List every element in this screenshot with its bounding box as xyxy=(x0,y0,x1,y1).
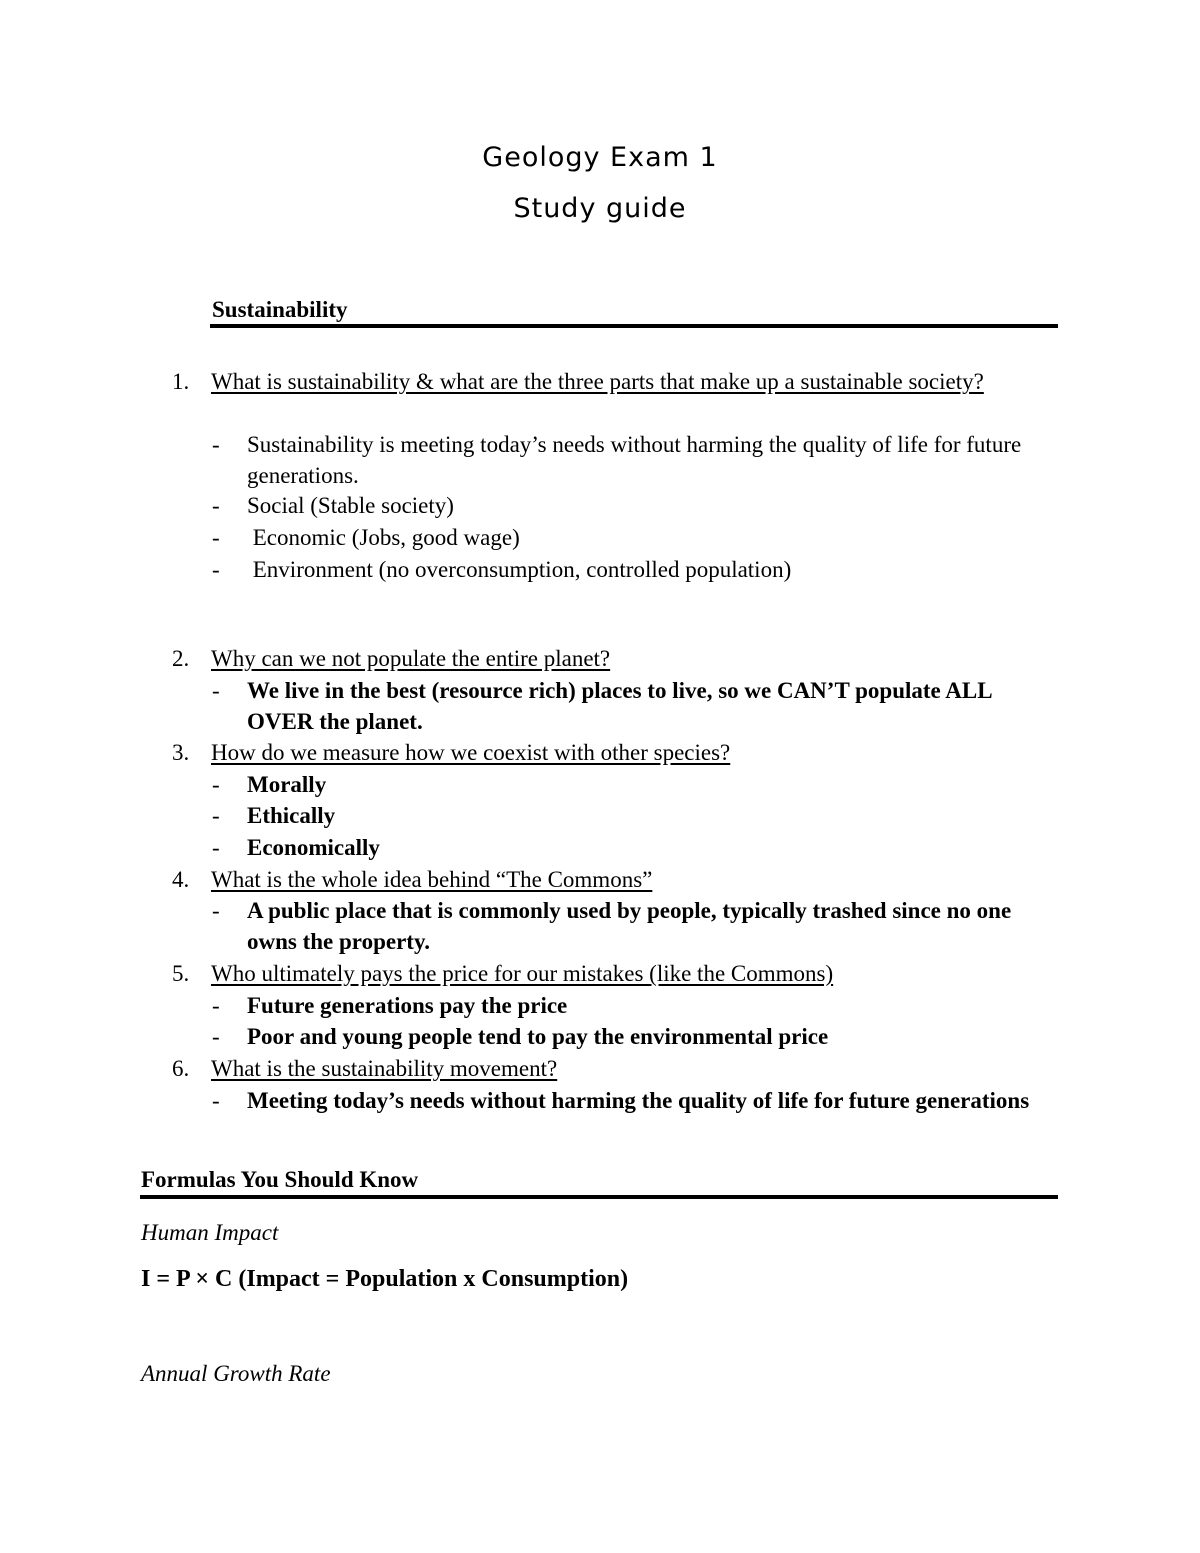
bullet-dash: - xyxy=(212,557,220,582)
question-number: 2. xyxy=(172,646,190,671)
human-impact-formula: I = P × C (Impact = Population x Consumption) xyxy=(141,1266,629,1292)
bullet-dash: - xyxy=(212,432,220,457)
bullet-dash: - xyxy=(212,1024,220,1049)
document-title: Geology Exam 1 xyxy=(482,142,718,173)
question-text: Who ultimately pays the price for our mistakes (like the Commons) xyxy=(211,961,834,986)
heading-rule xyxy=(140,1195,1058,1199)
question-text: What is sustainability & what are the three parts that make up a sustainable society? xyxy=(211,369,984,394)
bullet-dash: - xyxy=(212,835,220,860)
question-number: 3. xyxy=(172,740,190,765)
answer-text: Future generations pay the price xyxy=(247,993,568,1018)
bullet-dash: - xyxy=(212,803,220,828)
heading-rule xyxy=(210,324,1058,328)
section-heading-formulas: Formulas You Should Know xyxy=(141,1167,419,1192)
bullet-dash: - xyxy=(212,493,220,518)
answer-text: Social (Stable society) xyxy=(247,493,454,518)
answer-text: Environment (no overconsumption, controlled population) xyxy=(247,557,792,582)
answer-text: Morally xyxy=(247,772,327,797)
answer-text: A public place that is commonly used by people, typically trashed since no one owns the property. xyxy=(247,898,1012,954)
document-subtitle: Study guide xyxy=(513,193,687,224)
bullet-dash: - xyxy=(212,898,220,923)
bullet-dash: - xyxy=(212,993,220,1018)
answer-text: Sustainability is meeting today’s needs without harming the quality of life for future generations. xyxy=(247,432,1022,488)
question-text: How do we measure how we coexist with other species? xyxy=(211,740,731,765)
question-text: Why can we not populate the entire planet? xyxy=(211,646,611,671)
bullet-dash: - xyxy=(212,772,220,797)
answer-text: Meeting today’s needs without harming the quality of life for future generations xyxy=(247,1088,1030,1113)
question-number: 5. xyxy=(172,961,190,986)
answer-text: Poor and young people tend to pay the environmental price xyxy=(247,1024,829,1049)
section-heading-sustainability: Sustainability xyxy=(212,297,348,322)
bullet-dash: - xyxy=(212,525,220,550)
answer-text: Economic (Jobs, good wage) xyxy=(247,525,520,550)
bullet-dash: - xyxy=(212,678,220,703)
growth-rate-label: Annual Growth Rate xyxy=(141,1361,331,1386)
answer-text: We live in the best (resource rich) places to live, so we CAN’T populate ALL OVER the planet. xyxy=(247,678,992,734)
answer-text: Ethically xyxy=(247,803,336,828)
question-number: 6. xyxy=(172,1056,190,1081)
human-impact-label: Human Impact xyxy=(141,1220,279,1245)
bullet-dash: - xyxy=(212,1088,220,1113)
question-number: 1. xyxy=(172,369,190,394)
question-text: What is the sustainability movement? xyxy=(211,1056,558,1081)
question-number: 4. xyxy=(172,867,190,892)
answer-text: Economically xyxy=(247,835,380,860)
question-text: What is the whole idea behind “The Commons” xyxy=(211,867,653,892)
